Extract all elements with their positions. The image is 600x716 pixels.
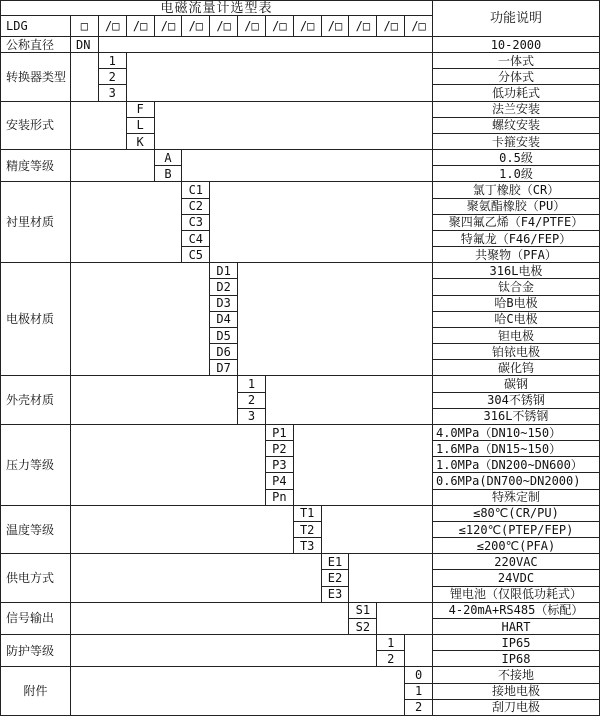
option-desc: 螺纹安装 bbox=[433, 118, 600, 134]
option-code: 2 bbox=[405, 700, 433, 716]
option-code: T2 bbox=[294, 522, 322, 538]
option-desc: 220VAC bbox=[433, 554, 600, 570]
option-code: E3 bbox=[322, 587, 350, 603]
model-code-box: /□ bbox=[405, 16, 433, 37]
model-code-box: /□ bbox=[377, 16, 405, 37]
option-desc: 特氟龙（F46/FEP） bbox=[433, 231, 600, 247]
option-desc: 1.0MPa（DN200~DN600） bbox=[433, 457, 600, 473]
model-code-box: /□ bbox=[238, 16, 266, 37]
option-code: 1 bbox=[238, 376, 266, 392]
option-desc: 碳钢 bbox=[433, 376, 600, 392]
option-desc: 10-2000 bbox=[433, 37, 600, 53]
category-label-accessories: 附件 bbox=[1, 667, 71, 716]
option-code: 2 bbox=[99, 69, 127, 85]
option-code: 1 bbox=[405, 684, 433, 700]
option-desc: 卡箍安装 bbox=[433, 134, 600, 150]
option-code: T1 bbox=[294, 506, 322, 522]
model-code-box: /□ bbox=[99, 16, 127, 37]
option-code: D1 bbox=[210, 263, 238, 279]
option-desc: 哈B电极 bbox=[433, 296, 600, 312]
empty-region bbox=[238, 263, 433, 376]
empty-region bbox=[405, 635, 433, 667]
function-column-header: 功能说明 bbox=[433, 1, 600, 37]
model-code-box: □ bbox=[71, 16, 99, 37]
option-code: D6 bbox=[210, 344, 238, 360]
category-label-electrode: 电极材质 bbox=[1, 263, 71, 376]
option-code: S1 bbox=[349, 603, 377, 619]
empty-region bbox=[71, 102, 127, 151]
option-code: 1 bbox=[99, 53, 127, 69]
option-desc: 聚氨酯橡胶（PU） bbox=[433, 199, 600, 215]
empty-region bbox=[71, 603, 349, 635]
option-desc: 分体式 bbox=[433, 69, 600, 85]
option-desc: 0.5级 bbox=[433, 150, 600, 166]
empty-region bbox=[71, 182, 182, 263]
option-code: D2 bbox=[210, 279, 238, 295]
model-code-box: /□ bbox=[322, 16, 350, 37]
category-label-pressure: 压力等级 bbox=[1, 425, 71, 506]
option-code: F bbox=[127, 102, 155, 118]
option-desc: 锂电池（仅限低功耗式） bbox=[433, 587, 600, 603]
option-desc: 低功耗式 bbox=[433, 85, 600, 101]
model-code-box: /□ bbox=[210, 16, 238, 37]
model-code-box: /□ bbox=[155, 16, 183, 37]
empty-region bbox=[266, 376, 433, 425]
empty-region bbox=[71, 667, 405, 716]
option-desc: 0.6MPa(DN700~DN2000) bbox=[433, 473, 600, 489]
option-code: C3 bbox=[182, 215, 210, 231]
model-code-box: /□ bbox=[349, 16, 377, 37]
option-code: 1 bbox=[377, 635, 405, 651]
option-desc: 接地电极 bbox=[433, 684, 600, 700]
option-code: Pn bbox=[266, 490, 294, 506]
option-desc: 24VDC bbox=[433, 570, 600, 586]
option-desc: IP68 bbox=[433, 651, 600, 667]
empty-region bbox=[71, 425, 266, 506]
model-code-box: /□ bbox=[127, 16, 155, 37]
option-desc: 4.0MPa（DN10~150） bbox=[433, 425, 600, 441]
option-desc: 316L电极 bbox=[433, 263, 600, 279]
option-code: B bbox=[155, 166, 183, 182]
option-code: S2 bbox=[349, 619, 377, 635]
category-label-installation: 安装形式 bbox=[1, 102, 71, 151]
category-label-temperature: 温度等级 bbox=[1, 506, 71, 555]
category-label-housing: 外壳材质 bbox=[1, 376, 71, 425]
empty-region bbox=[71, 376, 238, 425]
option-desc: 碳化钨 bbox=[433, 360, 600, 376]
option-desc: 316L不锈钢 bbox=[433, 409, 600, 425]
option-desc: ≤120℃(PTEP/FEP) bbox=[433, 522, 600, 538]
category-label-protection: 防护等级 bbox=[1, 635, 71, 667]
empty-region bbox=[71, 263, 210, 376]
empty-region bbox=[71, 506, 294, 555]
empty-region bbox=[182, 150, 433, 182]
empty-region bbox=[71, 635, 377, 667]
option-desc: 法兰安装 bbox=[433, 102, 600, 118]
option-code: 2 bbox=[377, 651, 405, 667]
empty-region bbox=[210, 182, 433, 263]
option-desc: 钛合金 bbox=[433, 279, 600, 295]
option-desc: 1.0级 bbox=[433, 166, 600, 182]
option-code: E2 bbox=[322, 570, 350, 586]
option-code: E1 bbox=[322, 554, 350, 570]
option-code: 3 bbox=[238, 409, 266, 425]
option-desc: 1.6MPa（DN15~150） bbox=[433, 441, 600, 457]
option-desc: 哈C电极 bbox=[433, 312, 600, 328]
category-label-nominal-diameter: 公称直径 bbox=[1, 37, 71, 53]
option-code: 3 bbox=[99, 85, 127, 101]
option-code: C5 bbox=[182, 247, 210, 263]
model-code-box: /□ bbox=[266, 16, 294, 37]
option-desc: 钽电极 bbox=[433, 328, 600, 344]
option-desc: 不接地 bbox=[433, 667, 600, 683]
option-desc: HART bbox=[433, 619, 600, 635]
option-desc: IP65 bbox=[433, 635, 600, 651]
option-desc: 304不锈钢 bbox=[433, 393, 600, 409]
model-code-box: /□ bbox=[182, 16, 210, 37]
option-desc: 聚四氟乙烯（F4/PTFE） bbox=[433, 215, 600, 231]
option-code: C1 bbox=[182, 182, 210, 198]
option-desc: 共聚物（PFA） bbox=[433, 247, 600, 263]
option-code: 0 bbox=[405, 667, 433, 683]
empty-region bbox=[377, 603, 433, 635]
category-label-lining: 衬里材质 bbox=[1, 182, 71, 263]
empty-region bbox=[71, 150, 155, 182]
option-code: L bbox=[127, 118, 155, 134]
option-desc: 刮刀电极 bbox=[433, 700, 600, 716]
empty-region bbox=[71, 53, 99, 102]
option-code: D4 bbox=[210, 312, 238, 328]
option-desc: 铂铱电极 bbox=[433, 344, 600, 360]
option-desc: 4-20mA+RS485（标配） bbox=[433, 603, 600, 619]
empty-region bbox=[155, 102, 433, 151]
option-code: T3 bbox=[294, 538, 322, 554]
option-desc: 氯丁橡胶（CR） bbox=[433, 182, 600, 198]
empty-region bbox=[322, 506, 433, 555]
category-label-accuracy: 精度等级 bbox=[1, 150, 71, 182]
option-code: D5 bbox=[210, 328, 238, 344]
option-code: K bbox=[127, 134, 155, 150]
empty-region bbox=[71, 554, 322, 603]
option-code: P2 bbox=[266, 441, 294, 457]
option-desc: 特殊定制 bbox=[433, 490, 600, 506]
empty-region bbox=[99, 37, 433, 53]
category-label-power-supply: 供电方式 bbox=[1, 554, 71, 603]
model-code-box: /□ bbox=[294, 16, 322, 37]
option-code: P4 bbox=[266, 473, 294, 489]
option-code: D7 bbox=[210, 360, 238, 376]
option-code: C2 bbox=[182, 199, 210, 215]
category-label-signal-output: 信号输出 bbox=[1, 603, 71, 635]
option-code: P3 bbox=[266, 457, 294, 473]
empty-region bbox=[127, 53, 433, 102]
option-code: P1 bbox=[266, 425, 294, 441]
option-desc: 一体式 bbox=[433, 53, 600, 69]
empty-region bbox=[349, 554, 433, 603]
option-code: A bbox=[155, 150, 183, 166]
option-desc: ≤80℃(CR/PU) bbox=[433, 506, 600, 522]
option-code: D3 bbox=[210, 296, 238, 312]
option-code: DN bbox=[71, 37, 99, 53]
empty-region bbox=[294, 425, 433, 506]
option-desc: ≤200℃(PFA) bbox=[433, 538, 600, 554]
table-title: 电磁流量计选型表 bbox=[1, 1, 433, 16]
option-code: 2 bbox=[238, 393, 266, 409]
option-code: C4 bbox=[182, 231, 210, 247]
category-label-converter-type: 转换器类型 bbox=[1, 53, 71, 102]
model-prefix: LDG bbox=[1, 16, 71, 37]
